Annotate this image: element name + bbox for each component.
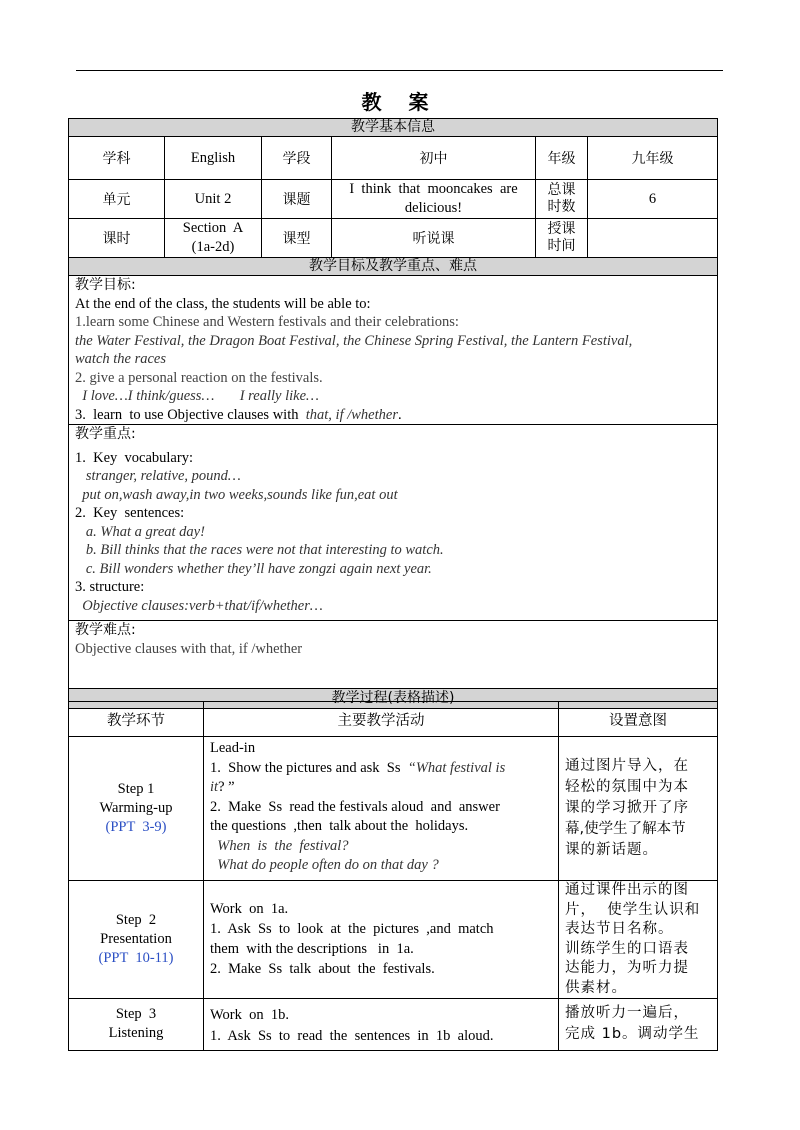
subject-label: 学科 — [69, 137, 165, 180]
lesson-plan-table — [68, 118, 718, 709]
topic-value — [332, 180, 536, 219]
objectives-line: watch the races — [75, 351, 167, 367]
difficulties-cell — [69, 621, 718, 689]
activity-line: 2. Make Ss read the festivals aloud and answer — [210, 798, 500, 815]
unit-value: Unit 2 — [165, 180, 262, 219]
key-points-line: 3. structure: — [75, 579, 145, 595]
col-stage-header: 教学环节 — [69, 702, 204, 737]
lesson-type-value: 听说课 — [332, 219, 536, 258]
period-line-2: (1a-2d) — [191, 239, 235, 255]
teaching-time-value — [588, 219, 718, 258]
activity-line: them with the descriptions in 1a. — [210, 941, 414, 957]
process-table — [68, 701, 718, 1051]
step-1-name — [69, 737, 204, 881]
objectives-keywords: that, if /whether — [305, 406, 398, 423]
step-3-name — [69, 999, 204, 1051]
difficulties-label: 教学难点: — [75, 622, 136, 638]
activity-question: it — [210, 779, 219, 795]
activity-line: Work on 1a. — [210, 901, 289, 917]
total-hours-label-2: 时数 — [547, 199, 576, 215]
objectives-label: 教学目标: — [75, 277, 136, 293]
key-points-line: c. Bill wonders whether they’ll have zongzi again next year. — [75, 560, 432, 577]
basic-info-header: 教学基本信息 — [69, 119, 718, 137]
process-header: 教学过程(表格描述) — [69, 689, 718, 709]
stage-label: 学段 — [262, 137, 332, 180]
activity-line: 2. Make Ss talk about the festivals. — [210, 961, 435, 977]
step-1-activities — [204, 737, 559, 881]
intent-line: 课的学习掀开了序 — [565, 800, 689, 816]
objectives-line — [75, 406, 711, 425]
objectives-line: 1.learn some Chinese and Western festivals and their celebrations: — [75, 314, 459, 330]
lesson-type-label: 课型 — [262, 219, 332, 258]
intent-line: 课的新话题。 — [565, 842, 658, 858]
objectives-cell — [69, 276, 718, 425]
key-points-line: Objective clauses:verb+that/if/whether… — [75, 597, 323, 614]
ppt-reference: (PPT 3-9) — [105, 819, 167, 835]
step-2-activities — [204, 881, 559, 999]
objectives-line: the Water Festival, the Dragon Boat Festival, the Chinese Spring Festival, the Lantern Festival, — [75, 332, 633, 349]
grade-value: 九年级 — [588, 137, 718, 180]
unit-label: 单元 — [69, 180, 165, 219]
subject-value: English — [165, 137, 262, 180]
activity-line — [210, 759, 552, 779]
objectives-line: At the end of the class, the students will be able to: — [75, 295, 371, 312]
step-label: Step 2 — [115, 912, 157, 928]
intent-line: 片， 使学生认识和 — [565, 901, 701, 918]
step-3-intent — [559, 999, 718, 1051]
activity-line — [210, 778, 552, 798]
intent-line: 轻松的氛围中为本 — [565, 779, 689, 795]
grade-label: 年级 — [536, 137, 588, 180]
key-points-line: put on,wash away,in two weeks,sounds like fun,eat out — [75, 486, 398, 503]
step-title: Warming-up — [99, 800, 173, 816]
activity-line: Lead-in — [210, 740, 256, 756]
activity-line: Work on 1b. — [210, 1007, 289, 1023]
objectives-period: . — [397, 406, 402, 423]
intent-line: 通过课件出示的图 — [565, 882, 689, 898]
document-title: 教 案 — [361, 90, 439, 114]
step-3-activities — [204, 999, 559, 1051]
activity-question: “What festival is — [407, 759, 506, 776]
stage-value: 初中 — [332, 137, 536, 180]
activity-line: 1. Ask Ss to look at the pictures ,and match — [210, 921, 494, 937]
activity-text: ? ” — [218, 779, 235, 795]
step-label: Step 1 — [117, 781, 155, 797]
total-hours-value: 6 — [588, 180, 718, 219]
topic-label: 课题 — [262, 180, 332, 219]
key-points-line: 2. Key sentences: — [75, 505, 185, 521]
activity-text: 1. Show the pictures and ask Ss — [210, 759, 408, 776]
intent-line: 完成 1b。调动学生 — [565, 1026, 700, 1042]
goals-header: 教学目标及教学重点、难点 — [69, 258, 718, 276]
step-2-intent — [559, 881, 718, 999]
step-title: Presentation — [100, 931, 172, 947]
intent-line: 供素材。 — [565, 979, 627, 996]
total-hours-label — [536, 180, 588, 219]
topic-line-2: delicious! — [404, 200, 463, 216]
key-points-label: 教学重点: — [75, 426, 136, 442]
intent-line: 达能力，为听力提 — [565, 960, 689, 976]
teaching-time-label-1: 授课 — [547, 221, 576, 237]
ppt-reference: (PPT 10-11) — [98, 950, 174, 966]
key-points-line: a. What a great day! — [75, 523, 205, 540]
objectives-line: 2. give a personal reaction on the festivals. — [75, 369, 323, 386]
step-title: Listening — [108, 1025, 164, 1041]
step-label: Step 3 — [115, 1006, 157, 1022]
intent-line: 播放听力一遍后， — [565, 1005, 689, 1021]
activity-line: 1. Ask Ss to read the sentences in 1b aloud. — [210, 1028, 494, 1044]
activity-line: the questions ,then talk about the holidays. — [210, 818, 469, 834]
activity-line: When is the festival? — [210, 837, 349, 854]
key-points-line: stranger, relative, pound… — [75, 468, 241, 484]
period-label: 课时 — [69, 219, 165, 258]
period-value — [165, 219, 262, 258]
step-1-intent — [559, 737, 718, 881]
activity-line: What do people often do on that day ? — [210, 857, 439, 873]
total-hours-label-1: 总课 — [547, 182, 576, 198]
period-line-1: Section A — [182, 220, 244, 236]
teaching-time-label-2: 时间 — [547, 238, 576, 254]
intent-line: 训练学生的口语表 — [565, 940, 689, 957]
intent-line: 幕,使学生了解本节 — [565, 821, 686, 837]
key-points-line: 1. Key vocabulary: — [75, 449, 193, 466]
col-intent-header: 设置意图 — [559, 702, 718, 737]
step-2-name — [69, 881, 204, 999]
teaching-time-label — [536, 219, 588, 258]
key-points-cell — [69, 425, 718, 621]
intent-line: 通过图片导入，在 — [565, 758, 689, 774]
objectives-text: 3. learn to use Objective clauses with — [75, 406, 306, 423]
key-points-line: b. Bill thinks that the races were not that interesting to watch. — [75, 542, 444, 558]
difficulties-line: Objective clauses with that, if /whether — [75, 640, 303, 657]
col-activity-header: 主要教学活动 — [204, 702, 559, 737]
intent-line: 表达节日名称。 — [565, 921, 674, 937]
objectives-line: I love…I think/guess… I really like… — [75, 388, 319, 404]
topic-line-1: I think that mooncakes are — [349, 181, 518, 197]
header-rule — [76, 70, 723, 71]
